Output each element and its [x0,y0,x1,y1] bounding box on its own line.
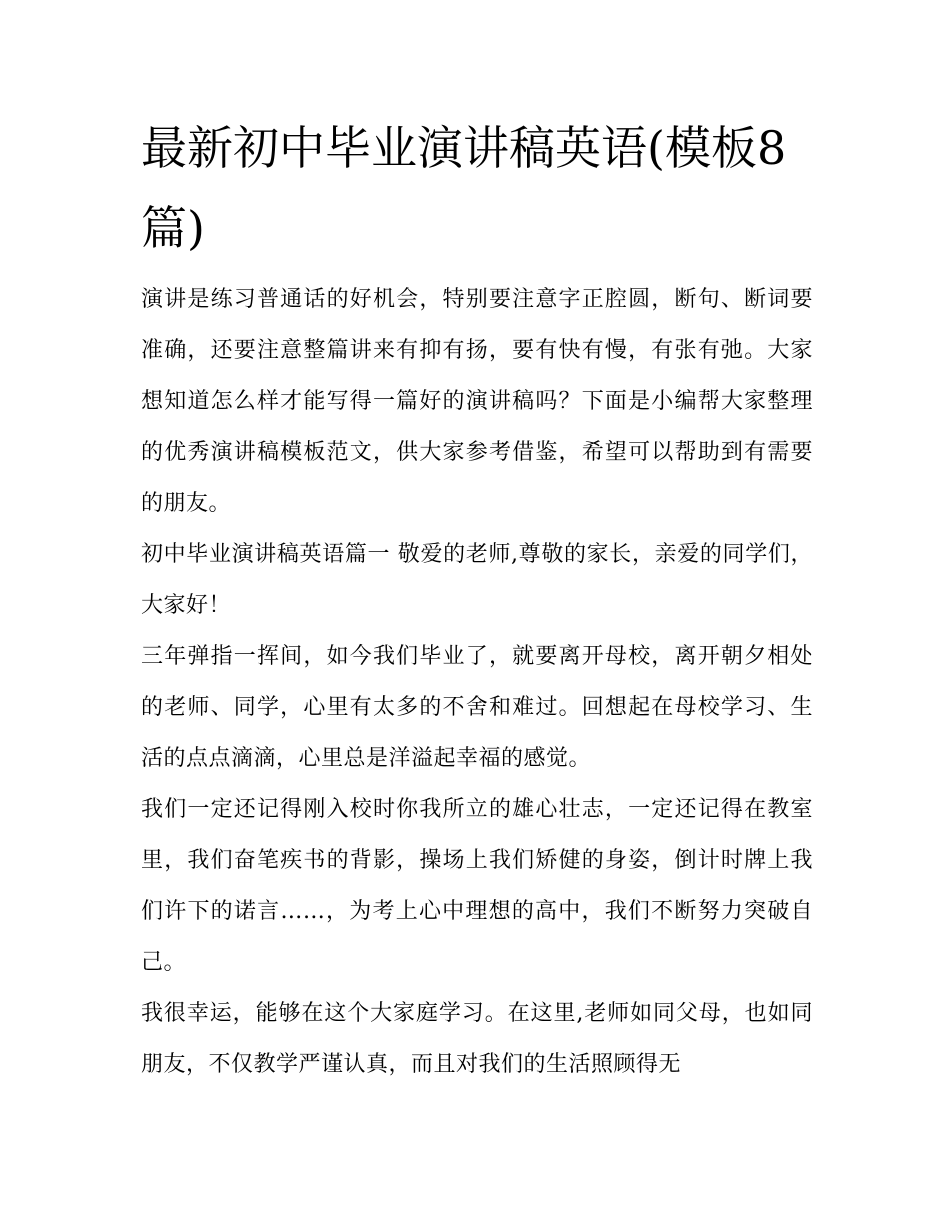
paragraph-intro: 演讲是练习普通话的好机会，特别要注意字正腔圆，断句、断词要准确，还要注意整篇讲来有抑有扬，要有快有慢，有张有弛。大家想知道怎么样才能写得一篇好的演讲稿吗？下面是小编帮大家整理的优秀演讲稿模板范文，供大家参考借鉴，希望可以帮助到有需要的朋友。 [141,287,813,516]
paragraph-ambitions: 我们一定还记得刚入校时你我所立的雄心壮志，一定还记得在教室里，我们奋笔疾书的背影，操场上我们矫健的身姿，倒计时牌上我们许下的诺言……，为考上心中理想的高中，我们不断努力突破自己。 [141,797,813,975]
document-body [141,108,813,1090]
paragraph-gratitude: 我很幸运，能够在这个大家庭学习。在这里,老师如同父母，也如同朋友，不仅教学严谨认真，而且对我们的生活照顾得无 [141,1001,813,1077]
paragraph-greeting: 初中毕业演讲稿英语篇一 敬爱的老师,尊敬的家长，亲爱的同学们，大家好！ [141,542,813,618]
paragraph-memories: 三年弹指一挥间，如今我们毕业了，就要离开母校，离开朝夕相处的老师、同学，心里有太多的不舍和难过。回想起在母校学习、生活的点点滴滴，心里总是洋溢起幸福的感觉。 [141,644,813,771]
document-title: 最新初中毕业演讲稿英语(模板8篇) [141,121,787,255]
